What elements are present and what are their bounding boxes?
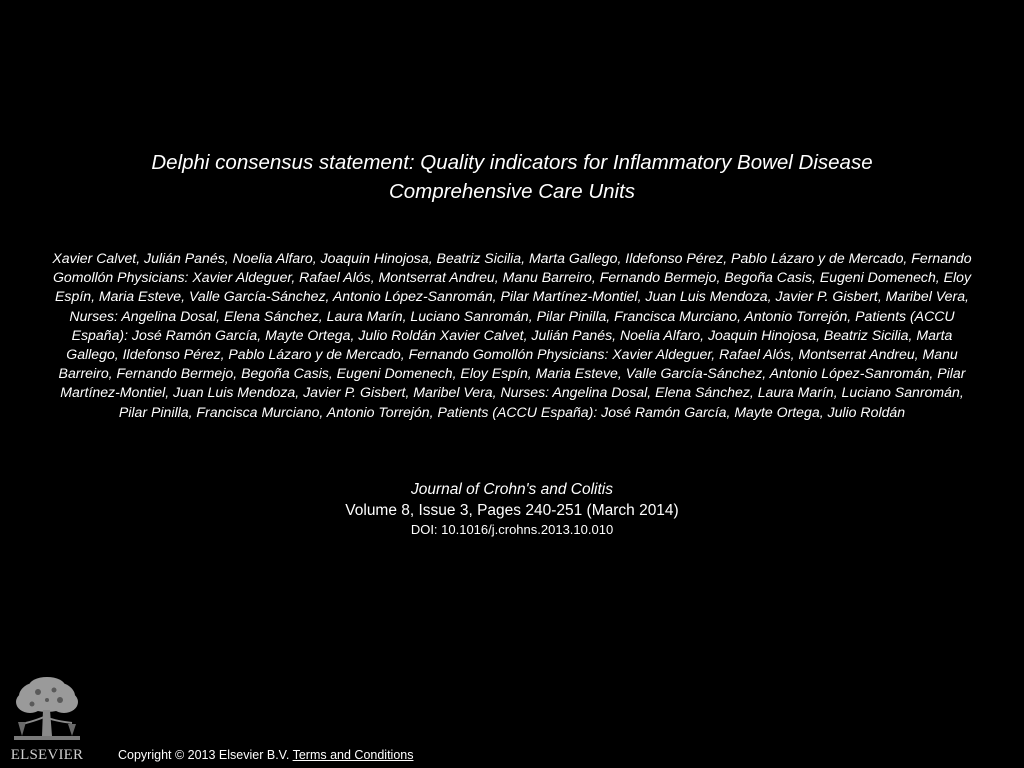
doi: DOI: 10.1016/j.crohns.2013.10.010: [410, 522, 614, 537]
article-title-line-2: Comprehensive Care Units: [388, 180, 636, 203]
elsevier-tree-icon: [8, 676, 86, 746]
article-title: [60, 148, 964, 206]
volume-info: Volume 8, Issue 3, Pages 240-251 (March 2014): [345, 502, 679, 519]
copyright-line: [118, 747, 414, 763]
journal-name: Journal of Crohn's and Colitis: [411, 481, 613, 498]
author-list: Xavier Calvet, Julián Panés, Noelia Alfaro, Joaquin Hinojosa, Beatriz Sicilia, Marta Gallego, Ildefonso Pérez, Pablo Lázaro y de Mercado, Fernando Gomollón Physicians: Xavier Aldeguer, Rafael Alós, Montserrat Andreu, Manu Barreiro, Fernando Bermejo, Begoña Casis, Eugeni Domenech, Eloy Espín, Maria Esteve, Valle García-Sánchez, Antonio López-Sanromán, Pilar Martínez-Montiel, Juan Luis Mendoza, Javier P. Gisbert, Maribel Vera, Nurses: Angelina Dosal, Elena Sánchez, Laura Marín, Luciano Sanromán, Pilar Pinilla, Francisca Murciano, Antonio Torrejón, Patients (ACCU España): José Ramón García, Mayte Ortega, Julio Roldán Xavier Calvet, Julián Panés, Noelia Alfaro, Joaquin Hinojosa, Beatriz Sicilia, Marta Gallego, Ildefonso Pérez, Pablo Lázaro y de Mercado, Fernando Gomollón Physicians: Xavier Aldeguer, Rafael Alós, Montserrat Andreu, Manu Barreiro, Fernando Bermejo, Begoña Casis, Eugeni Domenech, Eloy Espín, Maria Esteve, Valle García-Sánchez, Antonio López-Sanromán, Pilar Martínez-Montiel, Juan Luis Mendoza, Javier P. Gisbert, Maribel Vera, Nurses: Angelina Dosal, Elena Sánchez, Laura Marín, Luciano Sanromán, Pilar Pinilla, Francisca Murciano, Antonio Torrejón, Patients (ACCU España): José Ramón García, Mayte Ortega, Julio Roldán: [52, 250, 972, 420]
article-title-line-1: Delphi consensus statement: Quality indicators for Inflammatory Bowel Disease: [151, 151, 873, 174]
elsevier-logo: [8, 676, 86, 764]
elsevier-wordmark: ELSEVIER: [10, 747, 84, 763]
terms-and-conditions-link[interactable]: Terms and Conditions: [292, 748, 414, 762]
citation-block: [200, 479, 824, 538]
copyright-text: Copyright © 2013 Elsevier B.V.: [118, 748, 290, 762]
